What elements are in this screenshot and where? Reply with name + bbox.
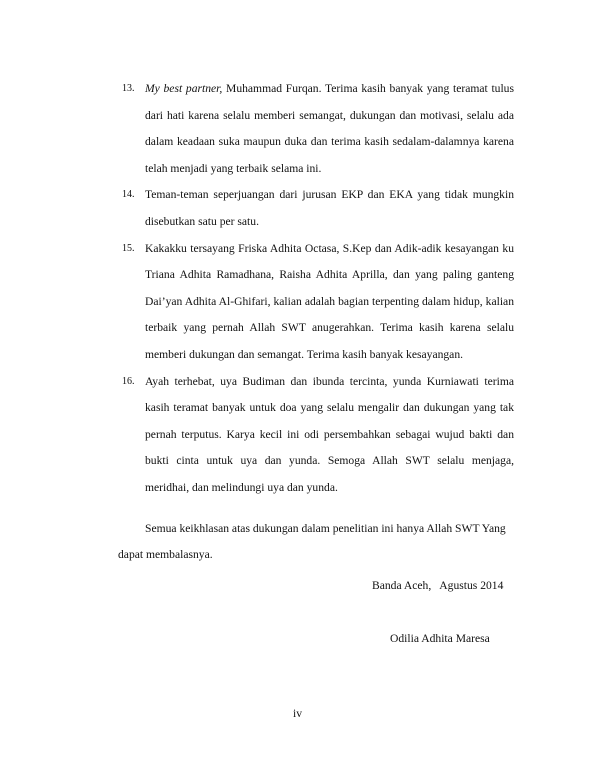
item-number: 15. bbox=[122, 242, 135, 254]
item-text: Kakakku tersayang Friska Adhita Octasa, S.Kep dan Adik-adik kesayangan ku Triana Adhita Ramadhana, Raisha Adhita Aprilla, dan yang paling ganteng Dai’yan Adhita Al-Ghifari, kalian adalah bagian terpenting dalam hidup, kalian terbaik yang pernah Allah SWT anugerahkan. Terima kasih karena selalu memberi dukungan dan semangat. Terima kasih banyak kesayangan. bbox=[145, 241, 514, 361]
item-number: 13. bbox=[122, 83, 135, 94]
closing-paragraph-continuation bbox=[118, 542, 213, 569]
list-item bbox=[118, 182, 514, 235]
item-text: Teman-teman seperjuangan dari jurusan EKP dan EKA yang tidak mungkin disebutkan satu per satu. bbox=[145, 188, 514, 228]
item-lead: My best partner, bbox=[145, 82, 223, 95]
closing-text: dapat membalasnya. bbox=[118, 548, 213, 561]
item-number: 14. bbox=[122, 189, 135, 201]
item-number: 16. bbox=[122, 375, 135, 387]
list-item bbox=[118, 236, 514, 369]
list-item bbox=[118, 369, 514, 502]
page-number: iv bbox=[292, 707, 303, 720]
item-text: Muhammad Furqan. Terima kasih banyak yang teramat tulus dari hati karena selalu memberi semangat, dukungan dan motivasi, selalu ada dalam keadaan suka maupun duka dan terima kasih sedalam-dalamnya karena telah menjadi yang terbaik selama ini. bbox=[145, 82, 514, 175]
author-name: Odilia Adhita Maresa bbox=[390, 632, 490, 645]
acknowledgement-list bbox=[118, 76, 514, 502]
list-item bbox=[118, 76, 514, 182]
place-date: Banda Aceh, Agustus 2014 bbox=[372, 579, 504, 592]
closing-paragraph: Semua keikhlasan atas dukungan dalam penelitian ini hanya Allah SWT Yang bbox=[145, 522, 506, 535]
item-text: Ayah terhebat, uya Budiman dan ibunda tercinta, yunda Kurniawati terima kasih teramat banyak untuk doa yang selalu mengalir dan dukungan yang tak pernah terputus. Karya kecil ini odi persembahkan sebagai wujud bakti dan bukti cinta untuk uya dan yunda. Semoga Allah SWT selalu menjaga, meridhai, dan melindungi uya dan yunda. bbox=[145, 374, 514, 494]
